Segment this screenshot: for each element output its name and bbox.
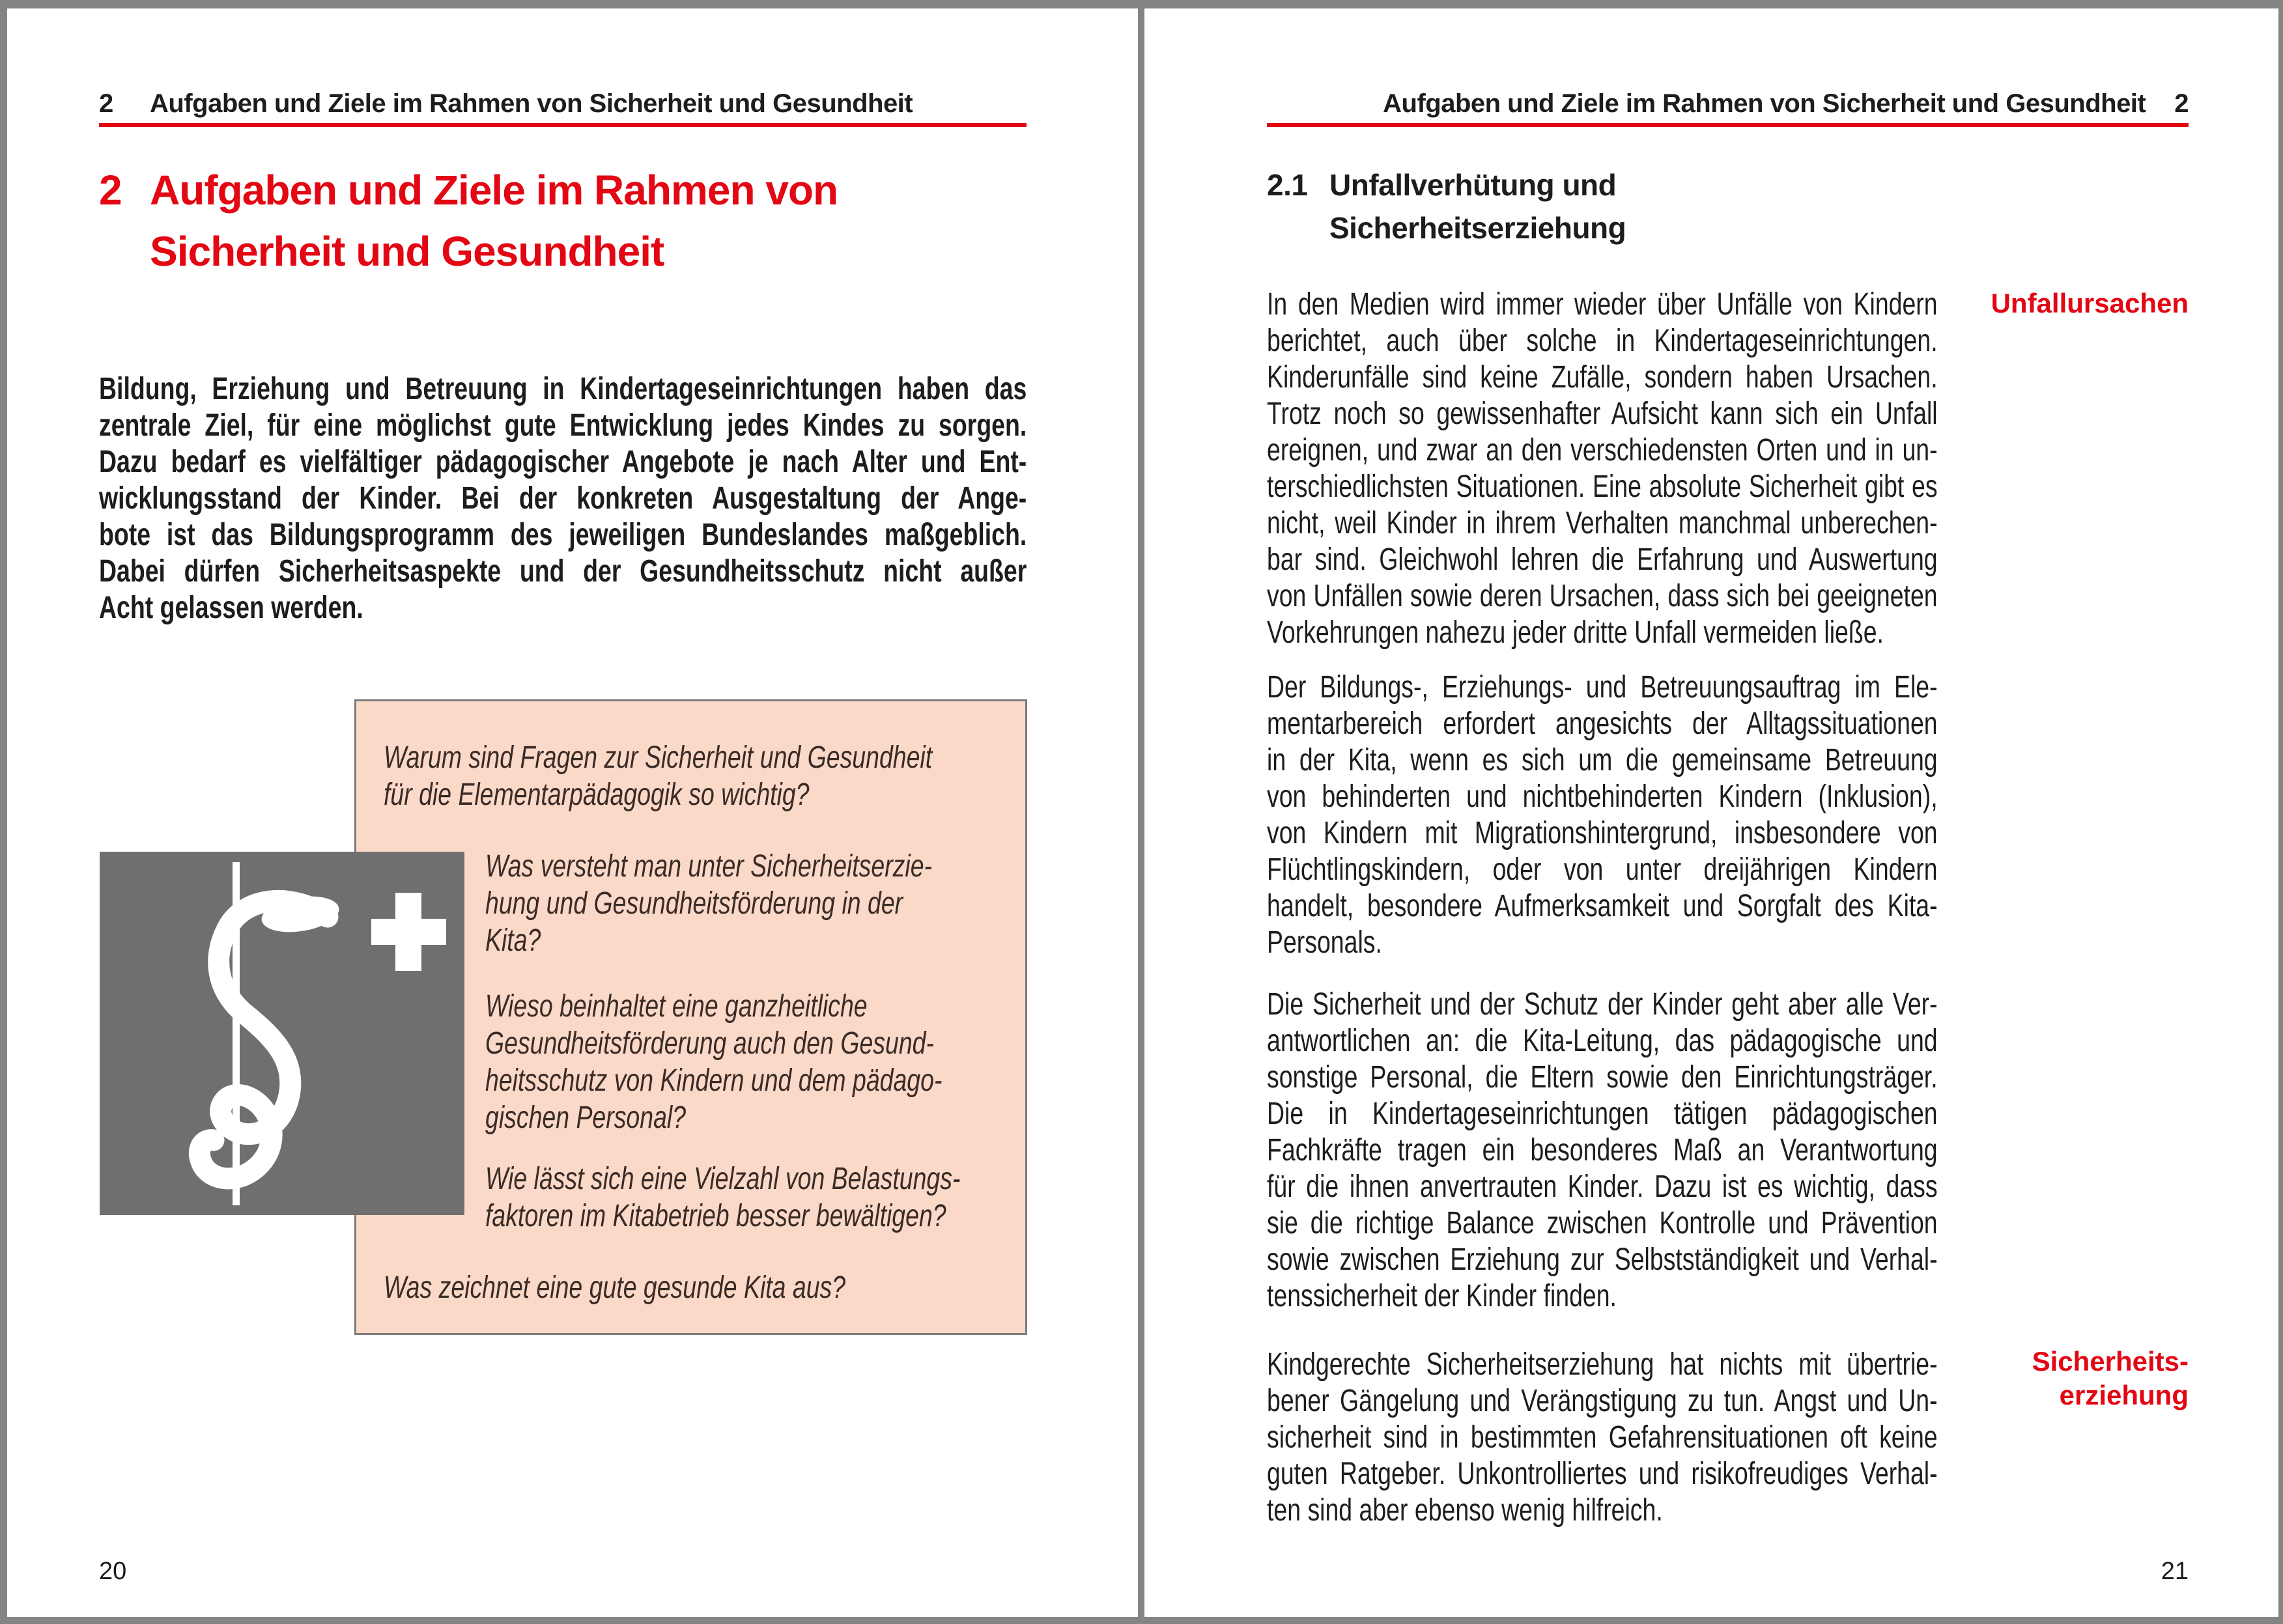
section-title-line2: Sicherheitserziehung — [1329, 211, 1626, 245]
text-line: sowie zwischen Erziehung zur Selbstständigkeit und Verhal- — [1267, 1242, 1938, 1277]
text-line: Kita? — [485, 923, 541, 958]
page-left — [7, 8, 1138, 1617]
text-line: von Kindern mit Migrationshintergrund, insbesondere von — [1267, 816, 1938, 850]
text-line: für die ihnen anvertrauten Kinder. Dazu ist es wichtig, dass — [1267, 1169, 1938, 1204]
aesculapian-staff-icon — [100, 852, 464, 1215]
text-line: erziehung — [2059, 1380, 2189, 1410]
text-line: Wie lässt sich eine Vielzahl von Belastungs- — [485, 1162, 961, 1196]
text-line: faktoren im Kitabetrieb besser bewältigen? — [485, 1199, 946, 1233]
text-line: Die in Kindertageseinrichtungen tätigen pädagogischen — [1267, 1097, 1938, 1131]
text-line: berichtet, auch über solche in Kindertageseinrichtungen. — [1267, 324, 1938, 358]
text-line: für die Elementarpädagogik so wichtig? — [384, 777, 810, 812]
text-line: Vorkehrungen nahezu jeder dritte Unfall vermeiden ließe. — [1267, 615, 1884, 650]
text-line: Der Bildungs-, Erziehungs- und Betreuungsauftrag im Ele- — [1267, 670, 1938, 705]
text-line: zentrale Ziel, für eine möglichst gute Entwicklung jedes Kindes zu sorgen. — [99, 408, 1027, 443]
text-line: tenssicherheit der Kinder finden. — [1267, 1279, 1617, 1313]
text-line: bote ist das Bildungsprogramm des jeweiligen Bundeslandes maßgeblich. — [99, 518, 1027, 552]
chapter-title-line1: Aufgaben und Ziele im Rahmen von — [150, 167, 838, 214]
health-icon-box — [100, 852, 464, 1215]
text-line: nicht, weil Kinder in ihrem Verhalten manchmal unberechen- — [1267, 506, 1938, 540]
running-head-chapter-number: 2 — [2174, 89, 2189, 118]
text-line: Die Sicherheit und der Schutz der Kinder geht aber alle Ver- — [1267, 987, 1938, 1022]
margin-label-sicherheitserziehung — [2032, 1345, 2189, 1412]
header-rule — [1267, 123, 2189, 127]
running-head-chapter-number: 2 — [99, 89, 113, 118]
page-right — [1144, 8, 2278, 1617]
text-line: ten sind aber ebenso wenig hilfreich. — [1267, 1493, 1663, 1528]
snake-body — [199, 901, 328, 1179]
text-line: von behinderten und nichtbehinderten Kindern (Inklusion), — [1267, 779, 1938, 814]
text-line: mentarbereich erfordert angesichts der Alltagssituationen — [1267, 707, 1938, 741]
text-line: Fachkräfte tragen ein besonderes Maß an Verantwortung — [1267, 1133, 1938, 1168]
running-head-title: Aufgaben und Ziele im Rahmen von Sicherheit und Gesundheit — [150, 89, 913, 118]
text-line: Bildung, Erziehung und Betreuung in Kindertageseinrichtungen haben das — [99, 372, 1027, 406]
intro-paragraph — [99, 371, 1027, 626]
medical-cross-icon — [371, 893, 446, 971]
text-line: Flüchtlingskindern, oder von unter dreijährigen Kindern — [1267, 852, 1938, 887]
text-line: Dabei dürfen Sicherheitsaspekte und der Gesundheitsschutz nicht außer — [99, 554, 1027, 589]
text-line: In den Medien wird immer wieder über Unfälle von Kindern — [1267, 287, 1938, 322]
body-paragraph-4 — [1267, 1347, 1938, 1529]
question-4 — [485, 1160, 1100, 1235]
chapter-number: 2 — [99, 167, 122, 214]
text-line: ereignen, und zwar an den verschiedensten Orten und in un- — [1267, 433, 1938, 468]
text-line: Was versteht man unter Sicherheitserzie- — [485, 849, 932, 884]
text-line: handelt, besondere Aufmerksamkeit und Sorgfalt des Kita- — [1267, 889, 1938, 923]
text-line: Unfallursachen — [1991, 288, 2189, 318]
body-paragraph-3 — [1267, 987, 1938, 1315]
body-paragraph-2 — [1267, 669, 1938, 961]
text-line: sie die richtige Balance zwischen Kontrolle und Prävention — [1267, 1206, 1938, 1240]
text-line: Personals. — [1267, 925, 1382, 960]
page-number-left: 20 — [99, 1558, 127, 1585]
text-line: gischen Personal? — [485, 1100, 687, 1135]
text-line: Sicherheits- — [2032, 1346, 2189, 1377]
chapter-heading — [99, 160, 838, 282]
text-line: heitsschutz von Kindern und dem pädago- — [485, 1063, 943, 1098]
section-title-line1: Unfallverhütung und — [1329, 168, 1617, 202]
question-5 — [384, 1269, 999, 1306]
question-3 — [485, 988, 1100, 1136]
section-heading — [1267, 163, 1626, 249]
text-line: in der Kita, wenn es sich um die gemeinsame Betreuung — [1267, 743, 1938, 777]
text-line: wicklungsstand der Kinder. Bei der konkreten Ausgestaltung der Ange- — [99, 481, 1027, 516]
text-line: guten Ratgeber. Unkontrolliertes und risikofreudiges Verhal- — [1267, 1457, 1938, 1491]
running-head-title: Aufgaben und Ziele im Rahmen von Sicherheit und Gesundheit — [1383, 89, 2146, 118]
text-line: terschiedlichsten Situationen. Eine absolute Sicherheit gibt es — [1267, 469, 1938, 504]
text-line: Dazu bedarf es vielfältiger pädagogischer Angebote je nach Alter und Ent- — [99, 445, 1027, 479]
section-number: 2.1 — [1267, 168, 1308, 202]
page-number-right: 21 — [2161, 1558, 2189, 1585]
text-line: sonstige Personal, die Eltern sowie den Einrichtungsträger. — [1267, 1060, 1938, 1095]
text-line: sicherheit sind in bestimmten Gefahrensituationen oft keine — [1267, 1420, 1938, 1455]
text-line: Gesundheitsförderung auch den Gesund- — [485, 1026, 934, 1061]
text-line: Wieso beinhaltet eine ganzheitliche — [485, 989, 868, 1024]
question-2 — [485, 848, 1100, 959]
chapter-heading-line1 — [99, 160, 838, 221]
text-line: Acht gelassen werden. — [99, 591, 363, 625]
text-line: Warum sind Fragen zur Sicherheit und Gesundheit — [384, 740, 933, 775]
chapter-title-line2: Sicherheit und Gesundheit — [150, 228, 664, 275]
text-line: Kinderunfälle sind keine Zufälle, sondern haben Ursachen. — [1267, 360, 1938, 395]
header-rule — [99, 123, 1027, 127]
running-head-right — [1383, 88, 2189, 119]
text-line: bar sind. Gleichwohl lehren die Erfahrung und Auswertung — [1267, 542, 1938, 577]
margin-label-unfallursachen — [1991, 287, 2189, 320]
text-line: Was zeichnet eine gute gesunde Kita aus? — [384, 1270, 846, 1305]
text-line: hung und Gesundheitsförderung in der — [485, 886, 903, 921]
question-1 — [384, 739, 999, 813]
text-line: bener Gängelung und Verängstigung zu tun. Angst und Un- — [1267, 1384, 1938, 1418]
running-head-left — [99, 88, 913, 119]
text-line: Kindgerechte Sicherheitserziehung hat nichts mit übertrie- — [1267, 1347, 1938, 1382]
text-line: Trotz noch so gewissenhafter Aufsicht kann sich ein Unfall — [1267, 397, 1938, 431]
body-paragraph-1 — [1267, 287, 1938, 651]
text-line: von Unfällen sowie deren Ursachen, dass sich bei geeigneten — [1267, 579, 1938, 613]
section-heading-line1 — [1267, 163, 1626, 206]
text-line: antwortlichen an: die Kita-Leitung, das pädagogische und — [1267, 1024, 1938, 1058]
